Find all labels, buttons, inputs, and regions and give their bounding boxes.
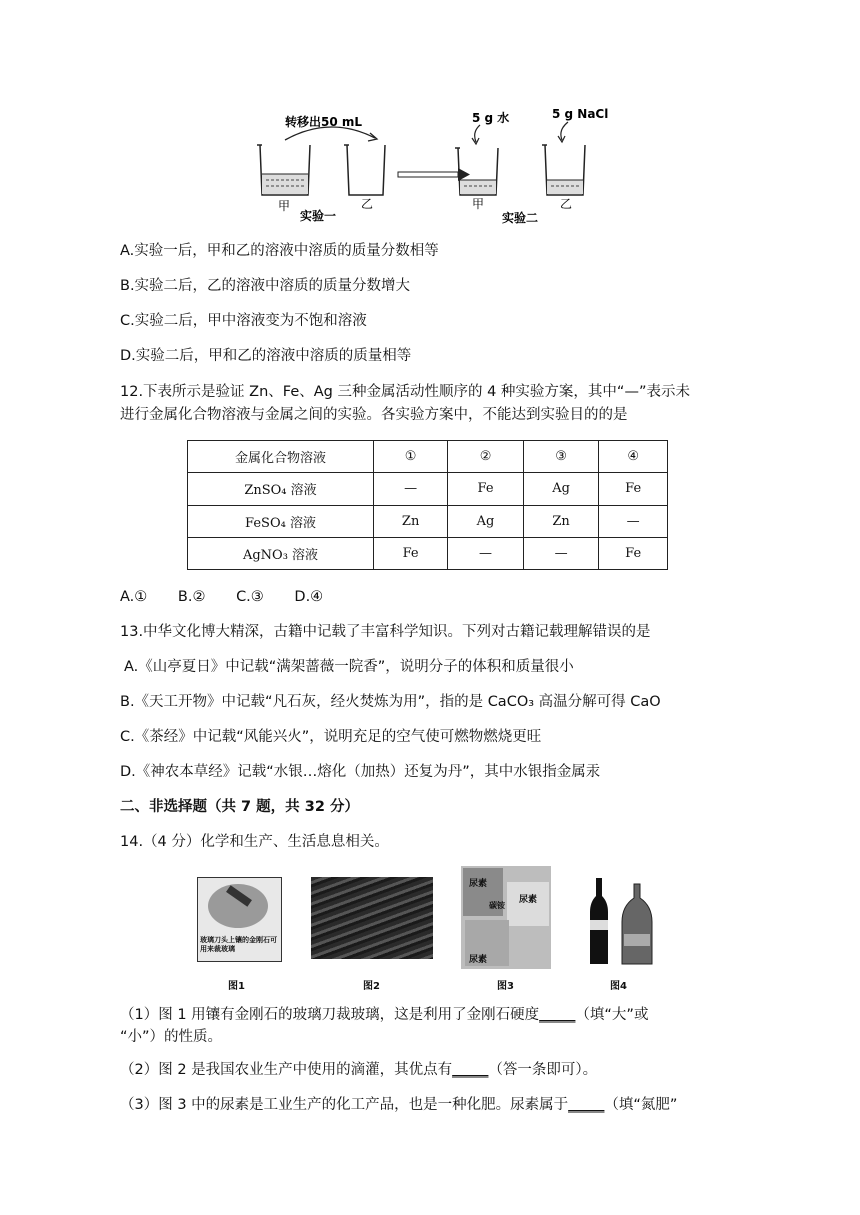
- beaker-yi-exp1: [344, 145, 385, 195]
- q14-sub1-text-a: （1）图 1 用镶有金刚石的玻璃刀裁玻璃，这是利用了金刚石硬度: [120, 1007, 540, 1023]
- exp1-label: 实验一: [300, 209, 337, 223]
- figure-2-drip-irrigation: [311, 877, 433, 959]
- figure-3-label-a: 尿素: [469, 879, 488, 889]
- table-cell: —: [599, 505, 668, 537]
- section-heading: 二、非选择题（共 7 题，共 32 分）: [120, 799, 359, 815]
- table-cell: Ag: [448, 505, 524, 537]
- q14-stem: 14.（4 分）化学和生产、生活息息相关。: [120, 834, 389, 850]
- q14-sub3-text-b: （填“氮肥”: [604, 1097, 678, 1113]
- q14-sub1-line2: “小”）的性质。: [120, 1029, 223, 1045]
- table-cell: ZnSO₄ 溶液: [188, 473, 374, 505]
- table-header-cell: 金属化合物溶液: [188, 441, 374, 473]
- figure-4-bottles: [582, 876, 662, 968]
- answer-blank: _____: [568, 1097, 605, 1113]
- q12-option-b: B.②: [177, 589, 206, 605]
- q13-option-a: A.《山亭夏日》中记载“满架蔷薇一院香”，说明分子的体积和质量很小: [124, 659, 574, 675]
- q13-option-c: C.《茶经》中记载“风能兴火”，说明充足的空气使可燃物燃烧更旺: [120, 729, 542, 745]
- table-header-cell: ④: [599, 441, 668, 473]
- table-cell: —: [523, 537, 599, 569]
- q14-sub3: [120, 1094, 677, 1116]
- water-label: 5 g 水: [472, 111, 510, 125]
- table-cell: Zn: [374, 505, 448, 537]
- q14-sub3-text-a: （3）图 3 中的尿素是工业生产的化工产品，也是一种化肥。尿素属于: [120, 1097, 569, 1113]
- q14-sub2-text-b: （答一条即可）。: [488, 1062, 598, 1078]
- q14-sub2-text-a: （2）图 2 是我国农业生产中使用的滴灌，其优点有: [120, 1062, 453, 1078]
- q11-option-b: B.实验二后，乙的溶液中溶质的质量分数增大: [120, 278, 411, 294]
- answer-blank: _____: [539, 1007, 576, 1023]
- nacl-label: 5 g NaCl: [552, 107, 609, 121]
- q13-stem: 13.中华文化博大精深，古籍中记载了丰富科学知识。下列对古籍记载理解错误的是: [120, 624, 651, 640]
- table-cell: Fe: [599, 537, 668, 569]
- figure-3-label: 图3: [497, 981, 514, 992]
- q12-option-c: C.③: [236, 589, 264, 605]
- beaker-yi-label-1: 乙: [361, 197, 374, 211]
- table-header-cell: ③: [523, 441, 599, 473]
- figure-4-label: 图4: [610, 981, 627, 992]
- beaker-yi-label-2: 乙: [560, 197, 573, 211]
- q11-option-a: A.实验一后，甲和乙的溶液中溶质的质量分数相等: [120, 243, 439, 259]
- table-header-row: [188, 441, 668, 473]
- figure-3-label-b: 尿素: [519, 895, 538, 905]
- table-cell: Fe: [448, 473, 524, 505]
- table-cell: —: [448, 537, 524, 569]
- figure-3-fertilizer-bags: [461, 866, 551, 969]
- table-header-cell: ①: [374, 441, 448, 473]
- beaker-jia-exp1: [257, 145, 310, 195]
- q13-option-b: B.《天工开物》中记载“凡石灰，经火焚炼为用”，指的是 CaCO₃ 高温分解可得 CaO: [120, 694, 661, 710]
- table-header-cell: ②: [448, 441, 524, 473]
- table-cell: AgNO₃ 溶液: [188, 537, 374, 569]
- figure-3-label-d: 尿素: [469, 955, 488, 965]
- exp2-label: 实验二: [502, 211, 539, 225]
- transfer-label: 转移出50 mL: [285, 115, 363, 129]
- beaker-jia-label-2: 甲: [472, 197, 485, 211]
- table-cell: FeSO₄ 溶液: [188, 505, 374, 537]
- answer-blank: _____: [452, 1062, 489, 1078]
- q14-sub1-line1: [120, 1004, 648, 1026]
- table-cell: Fe: [599, 473, 668, 505]
- table-row: [188, 505, 668, 537]
- q11-option-d: D.实验二后，甲和乙的溶液中溶质的质量相等: [120, 348, 412, 364]
- table-cell: Ag: [523, 473, 599, 505]
- q12-options: [120, 586, 349, 608]
- metal-experiment-table: [187, 440, 668, 570]
- q12-option-d: D.④: [294, 589, 324, 605]
- table-row: [188, 537, 668, 569]
- beaker-jia-label-1: 甲: [278, 199, 291, 213]
- q12-option-a: A.①: [120, 589, 148, 605]
- table-row: [188, 473, 668, 505]
- q12-stem-line2: 进行金属化合物溶液与金属之间的实验。各实验方案中，不能达到实验目的的是: [120, 407, 628, 423]
- q13-option-d: D.《神农本草经》记载“水银…熔化（加热）还复为丹”，其中水银指金属汞: [120, 764, 601, 780]
- q11-option-c: C.实验二后，甲中溶液变为不饱和溶液: [120, 313, 367, 329]
- q14-sub2: [120, 1059, 597, 1081]
- figure-1-caption-text: 玻璃刀头上镶的金刚石可用来裁玻璃: [200, 936, 277, 953]
- beaker-yi-exp2: [542, 145, 585, 195]
- figure-1-label: 图1: [228, 981, 245, 992]
- q12-stem-line1: 12.下表所示是验证 Zn、Fe、Ag 三种金属活动性顺序的 4 种实验方案，其中“—”表示未: [120, 384, 690, 400]
- figure-3-label-c: 碳铵: [489, 901, 505, 910]
- figure-1-diamond-cutter: [197, 877, 282, 962]
- q14-sub1-text-b: （填“大”或: [575, 1007, 649, 1023]
- table-cell: Zn: [523, 505, 599, 537]
- figure-2-label: 图2: [363, 981, 380, 992]
- table-cell: —: [374, 473, 448, 505]
- table-cell: Fe: [374, 537, 448, 569]
- experiment-figure: [240, 100, 620, 230]
